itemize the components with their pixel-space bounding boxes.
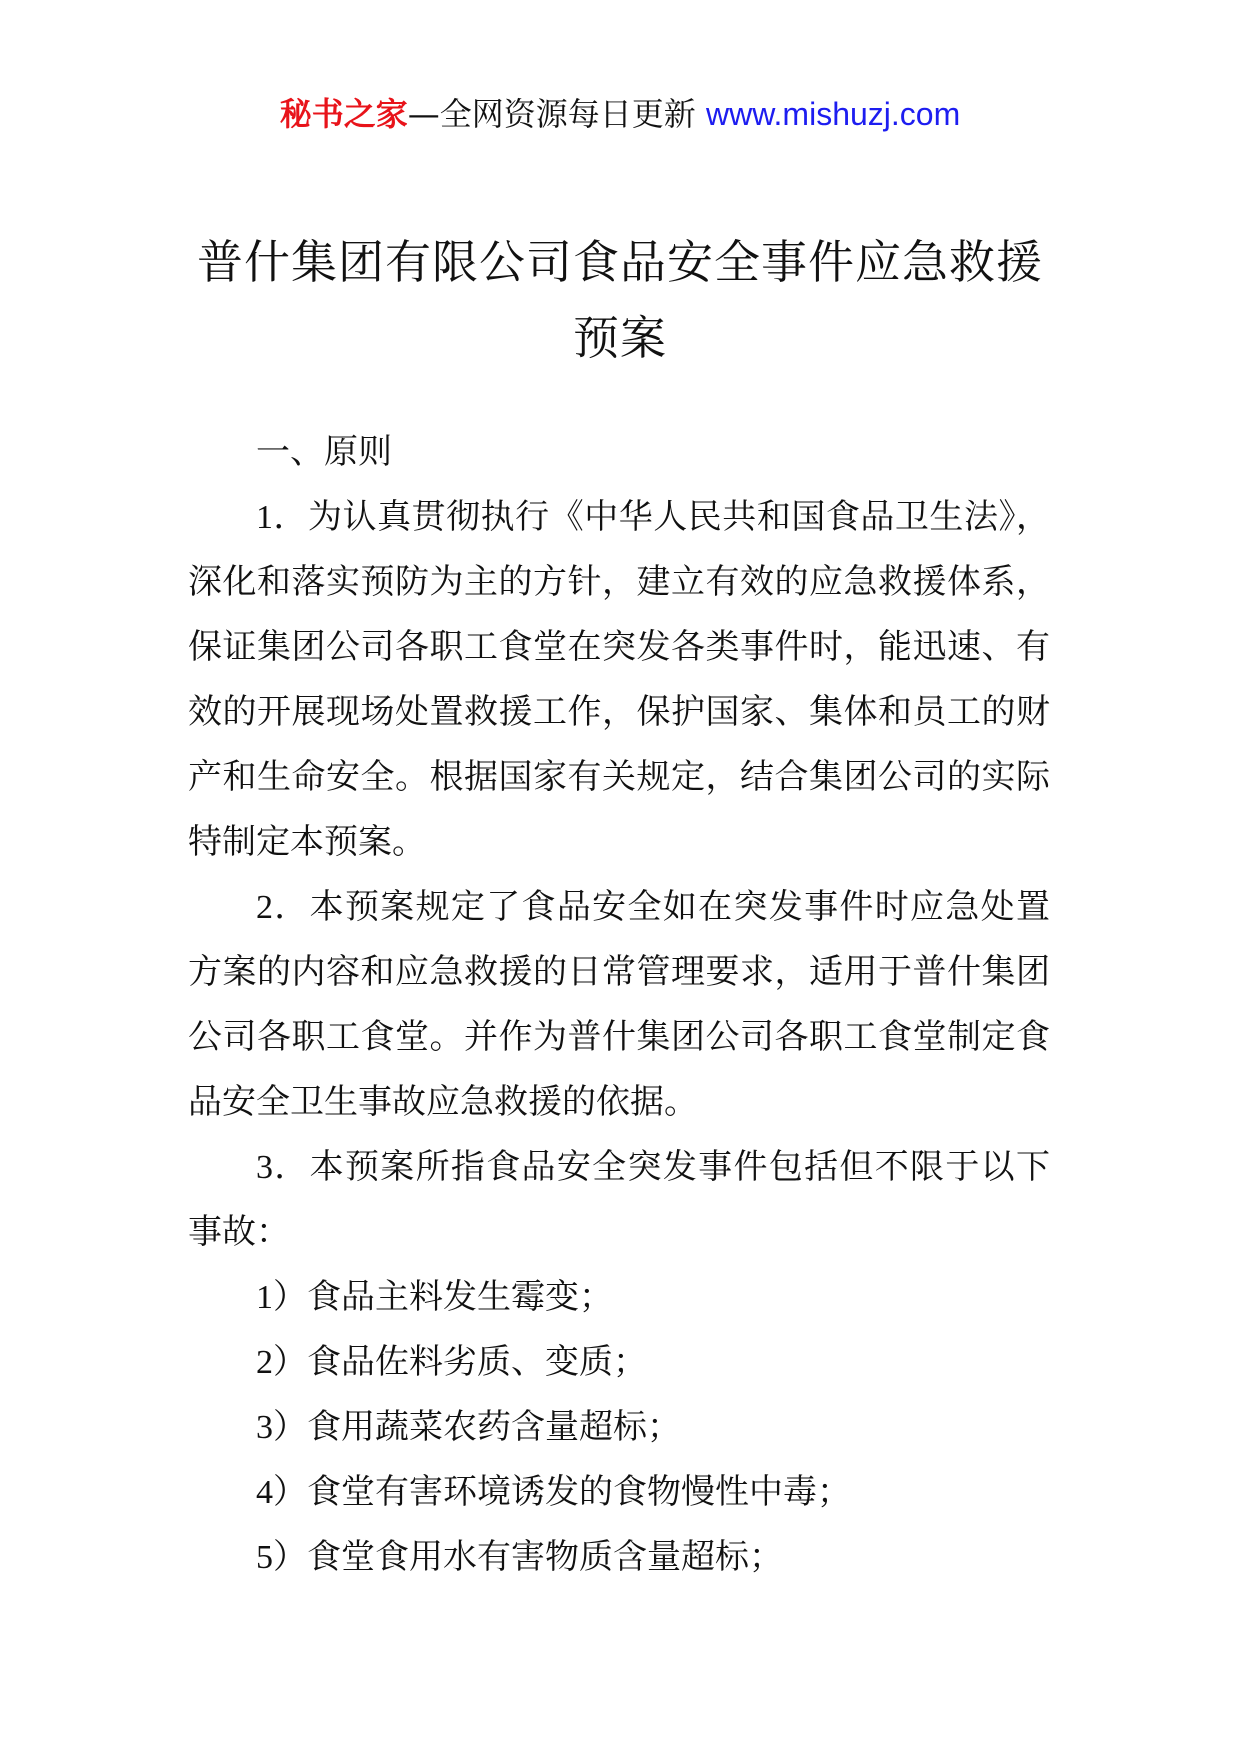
list-item-text: 食用蔬菜农药含量超标；: [307, 1407, 681, 1447]
paragraph-number: 3．: [256, 1149, 310, 1186]
list-item: [188, 1525, 1050, 1590]
site-header: [0, 94, 1240, 134]
list-item-text: 食堂有害环境诱发的食物慢性中毒；: [307, 1472, 851, 1512]
list-item-number: 1）: [256, 1279, 307, 1316]
list-item-number: 3）: [256, 1409, 307, 1446]
paragraph-3: [188, 1135, 1050, 1265]
list-item-text: 食品佐料劣质、变质；: [307, 1342, 647, 1382]
paragraph-text: 本预案规定了食品安全如在突发事件时应急处置方案的内容和应急救援的日常管理要求，适用于普什集团公司各职工食堂。并作为普什集团公司各职工食堂制定食品安全卫生事故应急救援的依据。: [188, 887, 1051, 1122]
list-item: [188, 1460, 1050, 1525]
list-item: [188, 1265, 1050, 1330]
site-url-link[interactable]: www.mishuzj.com: [705, 96, 961, 132]
paragraph-text: 为认真贯彻执行《中华人民共和国食品卫生法》，深化和落实预防为主的方针，建立有效的应急救援体系，保证集团公司各职工食堂在突发各类事件时，能迅速、有效的开展现场处置救援工作，保护国家、集体和员工的财产和生命安全。根据国家有关规定，结合集团公司的实际特制定本预案。: [188, 497, 1051, 862]
list-item-number: 4）: [256, 1474, 307, 1511]
list-item-number: 2）: [256, 1344, 307, 1381]
site-brand: 秘书之家: [279, 95, 408, 133]
site-tagline: —全网资源每日更新: [407, 95, 706, 133]
paragraph-number: 1．: [256, 499, 309, 536]
section-heading: 一、原则: [256, 432, 392, 472]
list-item-text: 食品主料发生霉变；: [307, 1277, 613, 1317]
list-item: [188, 1395, 1050, 1460]
paragraph-text: 本预案所指食品安全突发事件包括但不限于以下事故：: [188, 1147, 1051, 1252]
paragraph-2: [188, 875, 1050, 1135]
document-title: 普什集团有限公司食品安全事件应急救援预案: [197, 235, 1043, 365]
paragraph-number: 2．: [256, 889, 310, 926]
list-item-text: 食堂食用水有害物质含量超标；: [307, 1537, 783, 1577]
list-item-number: 5）: [256, 1539, 307, 1576]
list-item: [188, 1330, 1050, 1395]
paragraph-1: [188, 485, 1050, 875]
document-body: [188, 420, 1050, 1590]
